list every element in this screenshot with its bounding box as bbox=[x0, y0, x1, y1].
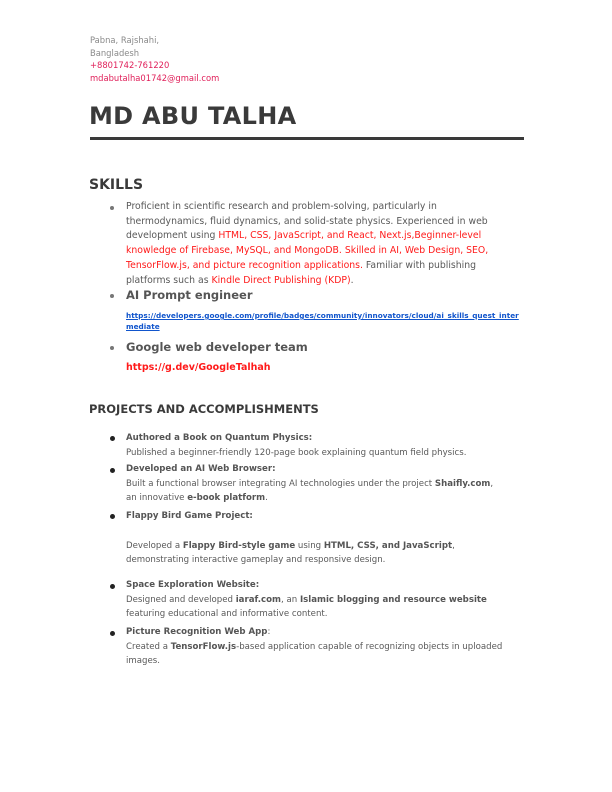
bullet-icon bbox=[110, 436, 115, 441]
contact-block bbox=[90, 34, 219, 84]
project-highlight: Islamic blogging and resource website bbox=[299, 594, 487, 605]
project-highlight: HTML, CSS, and JavaScript bbox=[323, 540, 453, 551]
page-title: MD ABU TALHA bbox=[89, 102, 297, 130]
project-text: : bbox=[267, 627, 271, 637]
contact-country: Bangladesh bbox=[90, 47, 140, 58]
project-title: Space Exploration Website: bbox=[126, 580, 260, 590]
project-title: Authored a Book on Quantum Physics: bbox=[126, 433, 313, 443]
bullet-icon bbox=[110, 514, 115, 519]
project-text: Created a bbox=[126, 641, 171, 652]
google-dev-link[interactable]: https://g.dev/GoogleTalhah bbox=[126, 362, 271, 373]
project-title: Picture Recognition Web App bbox=[126, 627, 268, 637]
project-text: , an innovative bbox=[126, 478, 494, 503]
summary-text: Familiar with publishing platforms such as bbox=[126, 259, 477, 286]
project-item bbox=[126, 509, 526, 568]
project-title: Flappy Bird Game Project: bbox=[126, 511, 253, 521]
contact-phone[interactable]: +8801742-761220 bbox=[90, 60, 170, 70]
ai-badge-link[interactable]: https://developers.google.com/profile/badges/community/innovators/cloud/ai_skills_quest_intermediate bbox=[126, 311, 519, 331]
project-text: . bbox=[265, 493, 268, 503]
project-text: , an bbox=[281, 594, 300, 605]
contact-email[interactable]: mdabutalha01742@gmail.com bbox=[90, 72, 220, 83]
contact-city: Pabna, Rajshahi, bbox=[90, 35, 160, 45]
bullet-icon bbox=[110, 206, 114, 210]
summary-text: Proficient in scientific research and problem-solving, particularly in thermodynamics, fluid dynamics, and solid-state physics. Experienced in web development using bbox=[126, 201, 488, 242]
project-title: Developed an AI Web Browser: bbox=[126, 464, 276, 474]
project-text: using bbox=[295, 540, 324, 551]
project-item bbox=[126, 625, 526, 669]
project-text: , demonstrating interactive gameplay and responsive design. bbox=[126, 540, 455, 565]
project-text: Built a functional browser integrating AI technologies under the project bbox=[126, 478, 435, 489]
bullet-icon bbox=[110, 584, 115, 589]
project-highlight: Flappy Bird-style game bbox=[182, 540, 296, 551]
projects-heading: PROJECTS AND ACCOMPLISHMENTS bbox=[89, 402, 319, 416]
project-highlight: iaraf.com bbox=[235, 594, 282, 605]
project-highlight: e-book platform bbox=[187, 493, 266, 503]
project-item bbox=[126, 431, 526, 460]
project-text: Designed and developed bbox=[126, 594, 236, 605]
project-text: -based application capable of recognizing objects in uploaded images. bbox=[126, 641, 503, 666]
skills-heading: SKILLS bbox=[89, 177, 144, 193]
project-highlight: TensorFlow.js bbox=[170, 641, 237, 652]
project-text: Published a beginner-friendly 120-page book explaining quantum field physics. bbox=[126, 447, 467, 458]
project-text: Developed a bbox=[126, 540, 183, 551]
bullet-icon bbox=[110, 346, 114, 350]
ai-prompt-title: AI Prompt engineer bbox=[126, 288, 253, 302]
bullet-icon bbox=[110, 631, 115, 636]
project-item bbox=[126, 578, 526, 622]
bullet-icon bbox=[110, 294, 114, 298]
summary-kdp-highlight: Kindle Direct Publishing (KDP) bbox=[211, 274, 351, 286]
google-team-title: Google web developer team bbox=[126, 340, 308, 354]
title-divider bbox=[90, 137, 524, 140]
project-text: featuring educational and informative content. bbox=[126, 609, 328, 619]
skills-summary bbox=[126, 200, 521, 288]
project-item bbox=[126, 462, 526, 506]
summary-tech-highlight: HTML, CSS, JavaScript, and React, Next.js,Beginner-level knowledge of Firebase, MySQL, and MongoDB. Skilled in AI, Web Design, SEO, TensorFlow.js, and picture recognition applications. bbox=[126, 230, 489, 271]
bullet-icon bbox=[110, 468, 115, 473]
project-highlight: Shaifly.com bbox=[434, 478, 491, 489]
summary-text: . bbox=[350, 274, 354, 286]
